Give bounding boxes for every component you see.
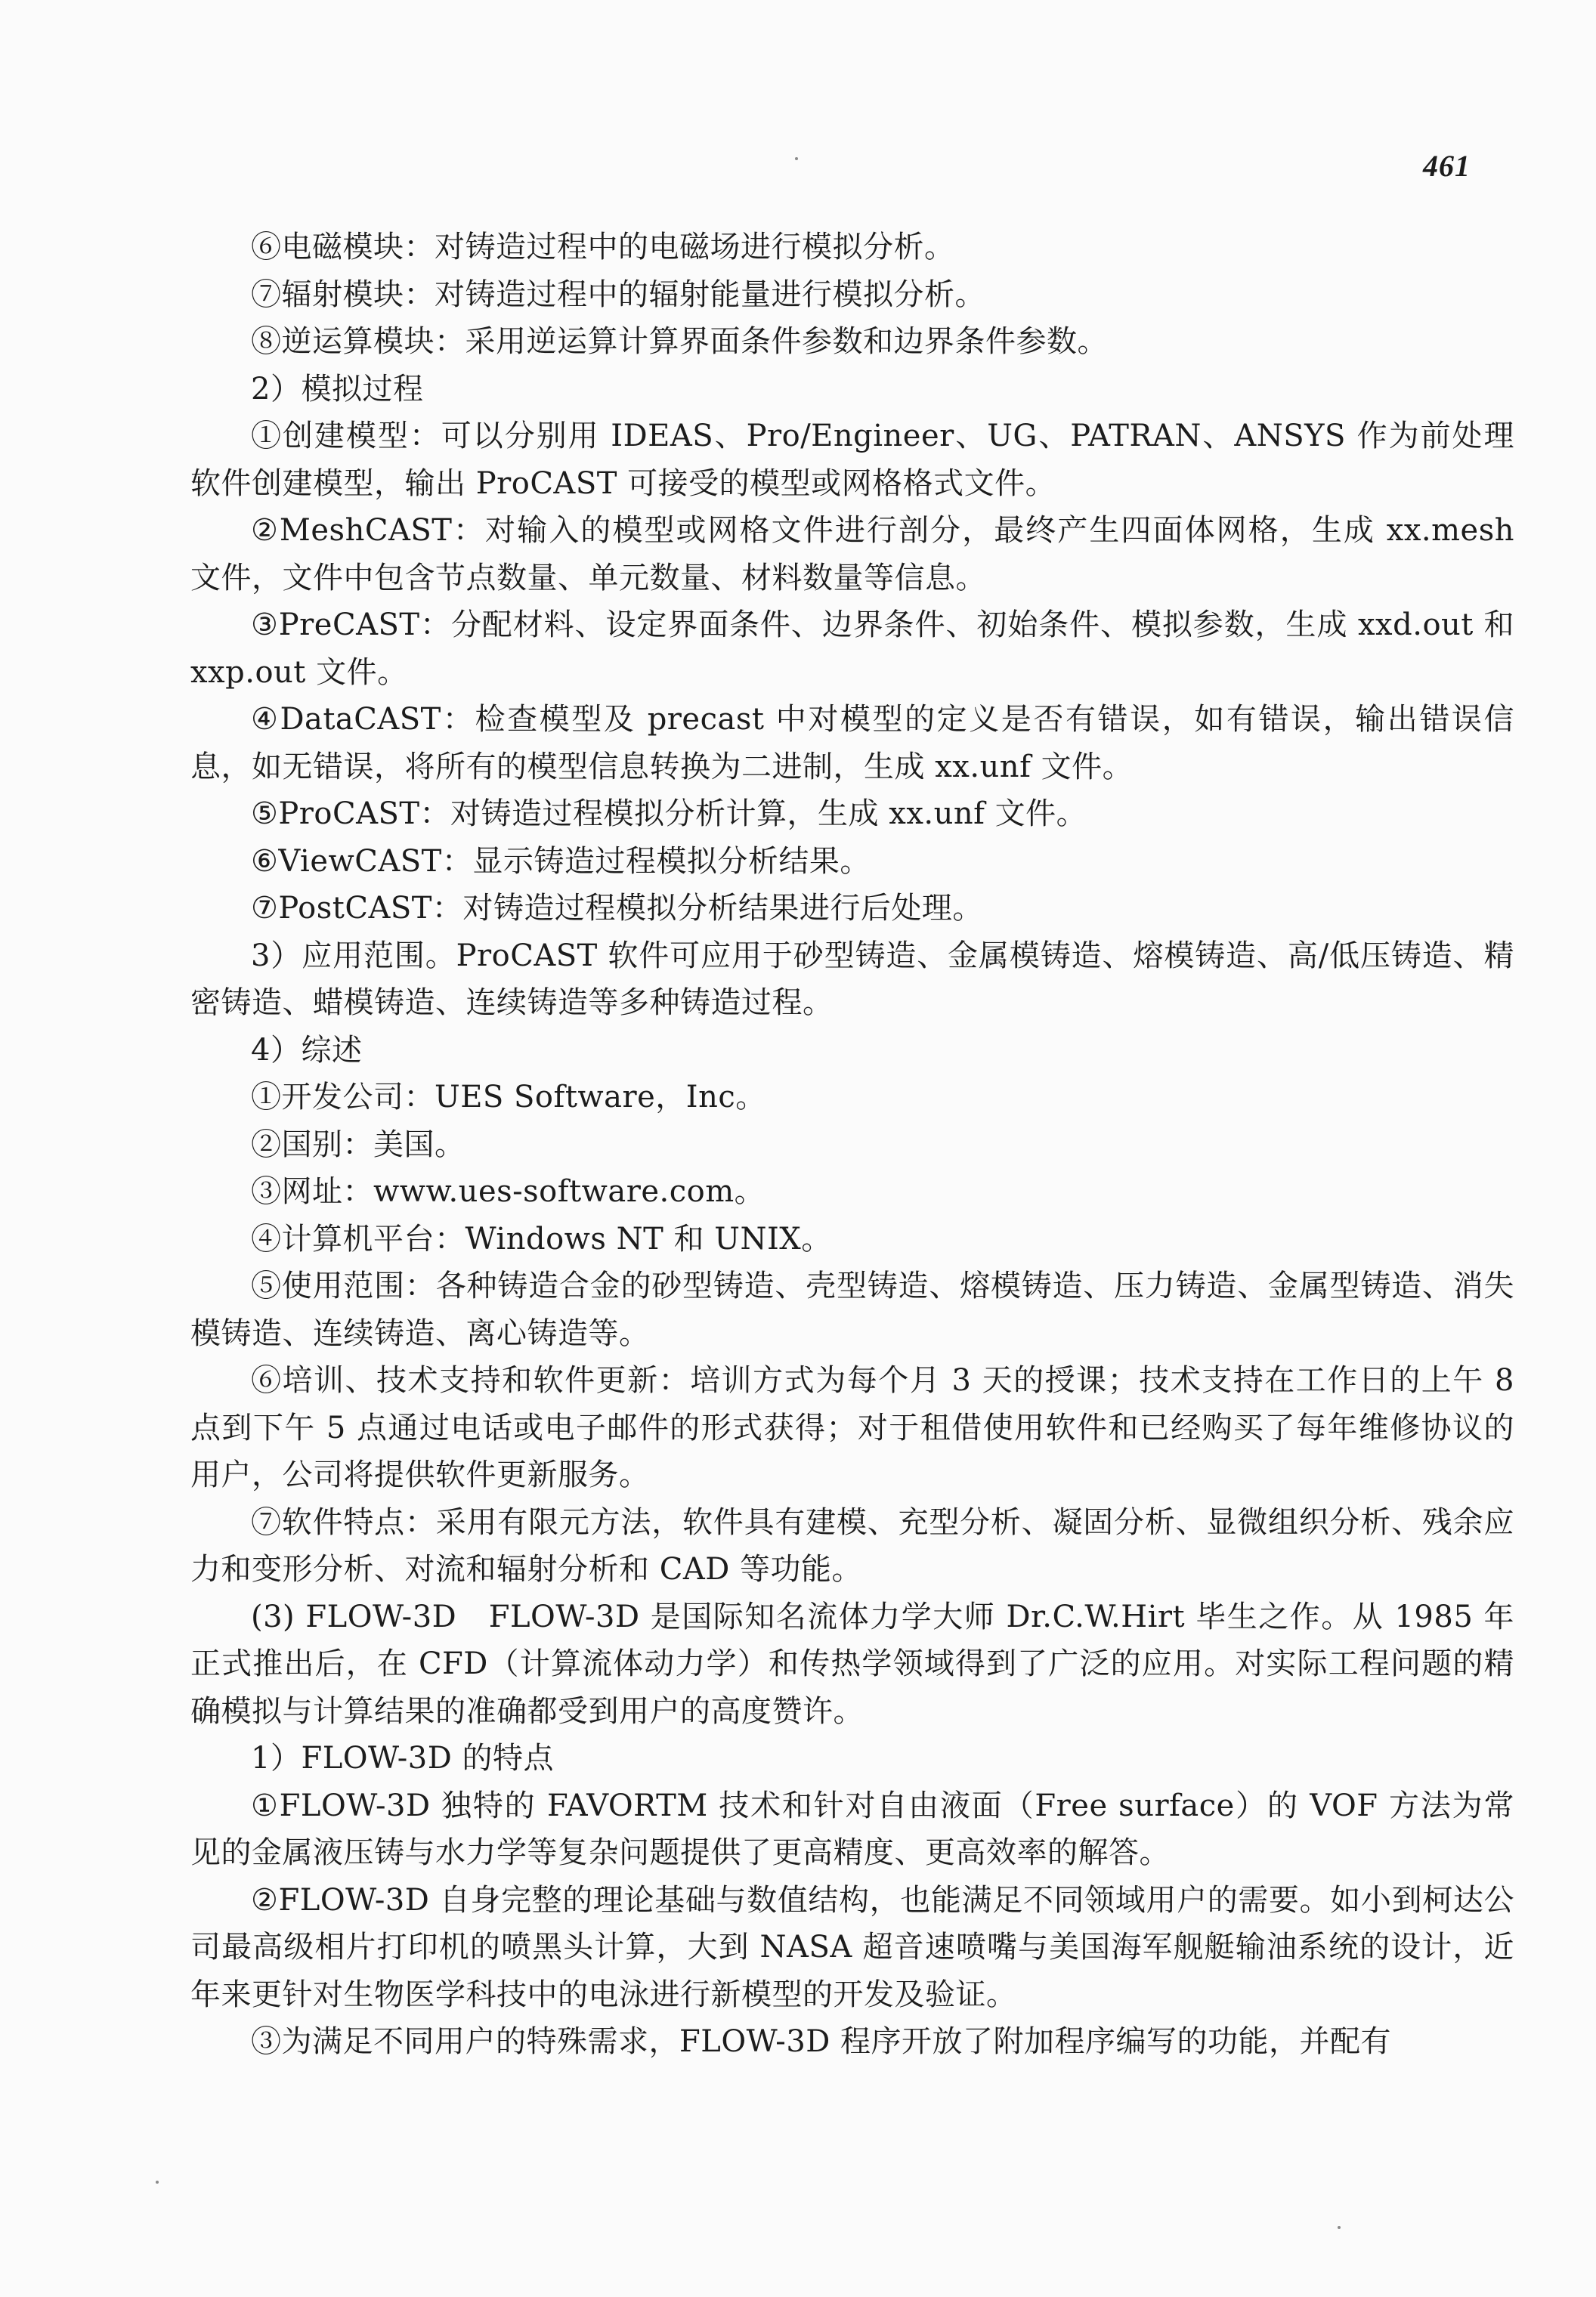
paragraph: ①创建模型：可以分别用 IDEAS、Pro/Engineer、UG、PATRAN、ANSYS 作为前处理软件创建模型，输出 ProCAST 可接受的模型或网格格式文件。 [190, 419, 1514, 501]
paragraph: ④计算机平台：Windows NT 和 UNIX。 [251, 1221, 832, 1257]
section-heading: 2）模拟过程 [251, 371, 424, 407]
paragraph: ⑥电磁模块：对铸造过程中的电磁场进行模拟分析。 [251, 230, 955, 264]
scan-speck [156, 2181, 159, 2184]
scan-speck [1338, 2226, 1341, 2229]
paragraph: ③PreCAST：分配材料、设定界面条件、边界条件、初始条件、模拟参数，生成 xxd.out 和 xxp.out 文件。 [190, 607, 1514, 690]
paragraph: ⑦软件特点：采用有限元方法，软件具有建模、充型分析、凝固分析、显微组织分析、残余应力和变形分析、对流和辐射分析和 CAD 等功能。 [190, 1504, 1514, 1587]
paragraph: ⑤ProCAST：对铸造过程模拟分析计算，生成 xx.unf 文件。 [251, 796, 1087, 831]
paragraph: ⑤使用范围：各种铸造合金的砂型铸造、壳型铸造、熔模铸造、压力铸造、金属型铸造、消失模铸造、连续铸造、离心铸造等。 [190, 1269, 1514, 1351]
section-heading: 1）FLOW-3D 的特点 [251, 1741, 555, 1776]
paragraph: ①FLOW-3D 独特的 FAVORTM 技术和针对自由液面（Free surface）的 VOF 方法为常见的金属液压铸与水力学等复杂问题提供了更高精度、更高效率的解答。 [190, 1788, 1514, 1870]
paragraph: ③为满足不同用户的特殊需求，FLOW-3D 程序开放了附加程序编写的功能，并配有 [251, 2024, 1392, 2059]
paragraph: 3）应用范围。ProCAST 软件可应用于砂型铸造、金属模铸造、熔模铸造、高/低压铸造、精密铸造、蜡模铸造、连续铸造等多种铸造过程。 [190, 938, 1514, 1020]
paragraph: ①开发公司：UES Software，Inc。 [251, 1080, 766, 1114]
paragraph: ②国别：美国。 [251, 1127, 466, 1162]
paragraph: ③网址：www.ues-software.com。 [251, 1174, 766, 1209]
paragraph: ⑦辐射模块：对铸造过程中的辐射能量进行模拟分析。 [251, 277, 985, 312]
paragraph: ②MeshCAST：对输入的模型或网格文件进行剖分，最终产生四面体网格，生成 xx.mesh 文件，文件中包含节点数量、单元数量、材料数量等信息。 [190, 513, 1514, 595]
body-text [190, 224, 1514, 2066]
paragraph: ⑥ViewCAST：显示铸造过程模拟分析结果。 [251, 843, 871, 879]
paragraph: ⑥培训、技术支持和软件更新：培训方式为每个月 3 天的授课；技术支持在工作日的上午 8 点到下午 5 点通过电话或电子邮件的形式获得；对于租借使用软件和已经购买了每年维修协议的用户，公司将提供软件更新服务。 [190, 1363, 1514, 1492]
paragraph: (3) FLOW-3D FLOW-3D 是国际知名流体力学大师 Dr.C.W.Hirt 毕生之作。从 1985 年正式推出后，在 CFD（计算流体动力学）和传热学领域得到了广泛的应用。对实际工程问题的精确模拟与计算结果的准确都受到用户的高度赞许。 [190, 1599, 1514, 1729]
paragraph: ⑧逆运算模块：采用逆运算计算界面条件参数和边界条件参数。 [251, 324, 1108, 359]
paragraph: ②FLOW-3D 自身完整的理论基础与数值结构，也能满足不同领域用户的需要。如小到柯达公司最高级相片打印机的喷黑头计算，大到 NASA 超音速喷嘴与美国海军舰艇输油系统的设计，近年来更针对生物医学科技中的电泳进行新模型的开发及验证。 [190, 1882, 1514, 2012]
page-number: 461 [1423, 149, 1471, 183]
paragraph: ⑦PostCAST：对铸造过程模拟分析结果进行后处理。 [251, 891, 983, 926]
section-heading: 4）综述 [251, 1032, 363, 1068]
scan-speck [795, 157, 798, 160]
paragraph: ④DataCAST：检查模型及 precast 中对模型的定义是否有错误，如有错误，输出错误信息，如无错误，将所有的模型信息转换为二进制，生成 xx.unf 文件。 [190, 702, 1514, 784]
